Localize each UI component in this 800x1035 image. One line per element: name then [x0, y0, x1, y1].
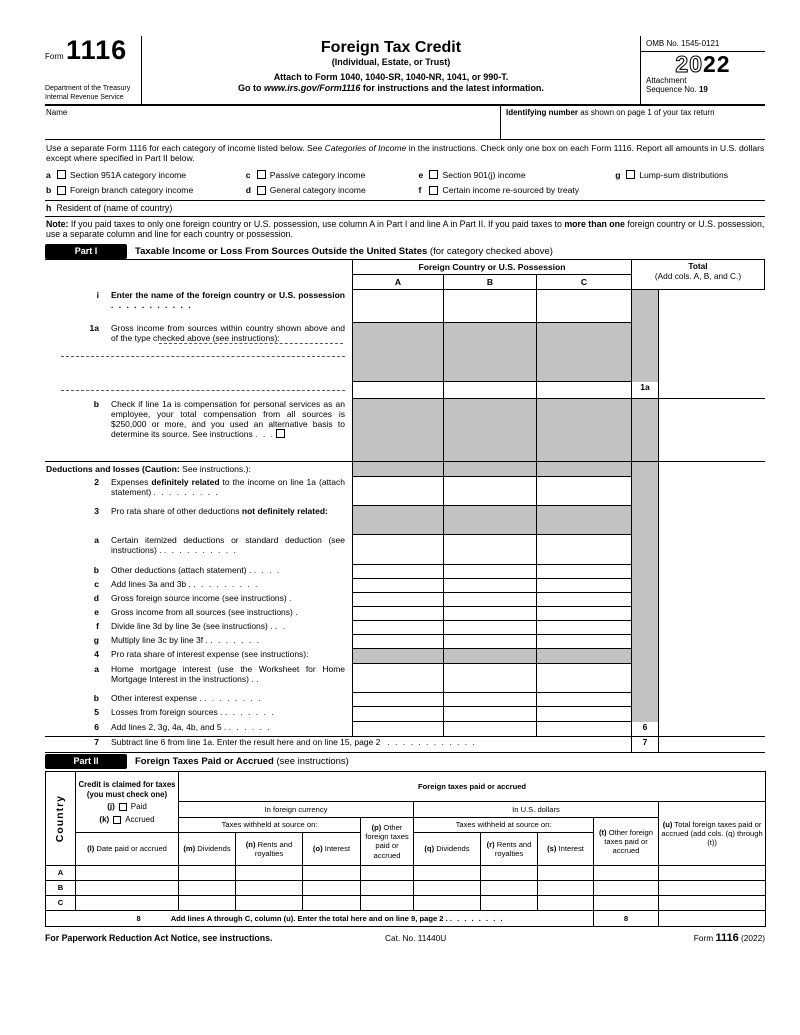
line-3f-text: Divide line 3d by line 3e (see instructions) . . . — [111, 620, 286, 631]
form-1116-page — [45, 36, 765, 945]
line-3c-row: c Add lines 3a and 3b . . . . . . . . . . — [45, 579, 765, 593]
row-b-o[interactable] — [303, 880, 361, 895]
shaded-cell — [631, 649, 658, 664]
shaded-cell — [631, 477, 658, 506]
total-open-cell — [658, 323, 765, 382]
page-footer — [45, 927, 765, 945]
line-1a-entry-c[interactable] — [536, 382, 631, 399]
note-paragraph: Note: If you paid taxes to only one foreign country or U.S. possession, use column A in Part I and line A in Part II. If you paid taxes to more than one foreign country or U.S. possession, use a separate column and line for each country or possession. — [46, 218, 765, 240]
line-1b-row: b Check if line 1a is compensation for personal services as an employee, your total compensation from all sources is $250,000 or more, and you used an alternative basis to determine its source. See instructions . . . — [45, 399, 765, 461]
line-3g-entry-b[interactable] — [443, 635, 536, 649]
row-a-s[interactable] — [538, 865, 594, 880]
line-3d-row: d Gross foreign source income (see instructions) . — [45, 593, 765, 607]
line-1a-entry-a[interactable] — [352, 382, 443, 399]
category-c: c Passive category income — [245, 169, 366, 180]
total-open-cell — [658, 477, 765, 506]
credit-claimed-header: Credit is claimed for taxes (you must check one) (j) Paid (k) Accrued — [76, 771, 179, 832]
shaded-cell — [631, 323, 658, 382]
shaded-cell — [536, 399, 631, 461]
country-row-a — [46, 865, 766, 880]
row-c-date[interactable] — [76, 895, 179, 910]
foreign-country-group-header: Foreign Country or U.S. Possession — [352, 260, 631, 275]
line-8-row — [46, 910, 766, 926]
category-a-checkbox[interactable] — [57, 170, 66, 179]
line-2-entry-a[interactable] — [352, 477, 443, 506]
write-in-line[interactable] — [159, 343, 343, 344]
line-8-number: 8 — [594, 910, 659, 926]
omb-block — [640, 36, 765, 104]
category-b-checkbox[interactable] — [57, 186, 66, 195]
line-7-entry-total[interactable] — [658, 737, 765, 752]
category-e-checkbox[interactable] — [429, 170, 438, 179]
total-open-cell — [658, 707, 765, 722]
shaded-cell — [443, 399, 536, 461]
row-c-t[interactable] — [594, 895, 659, 910]
shaded-cell — [631, 506, 658, 535]
line-1a-desc-row: 1a Gross income from sources within country shown above and of the type checked above (see instructions): — [45, 323, 765, 382]
shaded-cell — [631, 579, 658, 593]
form-number: 1116 — [66, 35, 128, 65]
form-title: Foreign Tax Credit — [320, 39, 462, 56]
form-id-block — [45, 36, 142, 104]
line-3d-text: Gross foreign source income (see instructions) . — [111, 592, 292, 603]
line-4b-row: b Other interest expense . . . . . . . . . — [45, 693, 765, 707]
line-4a-row: a Home mortgage interest (use the Worksheet for Home Mortgage Interest in the instructions) . . — [45, 664, 765, 693]
column-b-header: B — [443, 275, 536, 290]
line-5-text: Losses from foreign sources . . . . . . . . — [111, 706, 274, 717]
line-3e-text: Gross income from all sources (see instructions) . — [111, 606, 298, 617]
line-3b-entry-a[interactable] — [352, 565, 443, 579]
form-word: Form — [45, 52, 64, 61]
category-e: e Section 901(j) income — [418, 169, 526, 180]
part1-table — [45, 260, 765, 753]
total-open-cell — [658, 693, 765, 707]
row-a-date[interactable] — [76, 865, 179, 880]
shaded-cell — [536, 506, 631, 535]
line-1a-text: Gross income from sources within country shown above and of the type checked above (see instructions): — [111, 322, 345, 344]
line-3b-row: b Other deductions (attach statement) . . . . . — [45, 565, 765, 579]
foreign-currency-header: In foreign currency — [179, 801, 414, 817]
attachment-sequence: Attachment Sequence No. 19 — [646, 75, 708, 94]
form-header — [45, 36, 765, 106]
line-3g-row: g Multiply line 3c by line 3f . . . . . . . . — [45, 635, 765, 649]
omb-number: OMB No. 1545-0121 — [641, 36, 765, 52]
shaded-cell — [352, 399, 443, 461]
line-3d-entry-c[interactable] — [536, 593, 631, 607]
line-1b-text: Check if line 1a is compensation for personal services as an employee, your total compensation from all sources is $250,000 or more, and you used an alternative basis to determine its source. See instructions . . . — [111, 398, 345, 440]
part1-banner — [45, 244, 765, 260]
line-3b-text: Other deductions (attach statement) . . . . . — [111, 564, 280, 575]
category-g: g Lump-sum distributions — [615, 169, 729, 180]
shaded-cell — [536, 462, 631, 477]
column-n-header: (n) Rents and royalties — [236, 832, 303, 865]
row-c-p[interactable] — [361, 895, 414, 910]
total-open-cell — [658, 462, 765, 477]
column-u-header: (u) Total foreign taxes paid or accrued (add cols. (q) through (t)) — [659, 801, 766, 865]
total-open-cell — [658, 535, 765, 565]
agency-block — [45, 85, 137, 104]
total-open-cell — [658, 621, 765, 635]
line-3d-entry-b[interactable] — [443, 593, 536, 607]
shaded-cell — [631, 399, 658, 461]
column-l-header: (l) Date paid or accrued — [76, 832, 179, 865]
shaded-cell — [631, 621, 658, 635]
row-c-u[interactable] — [659, 895, 766, 910]
row-b-t[interactable] — [594, 880, 659, 895]
line-4a-entry-a[interactable] — [352, 664, 443, 693]
shaded-cell — [352, 506, 443, 535]
row-a-o[interactable] — [303, 865, 361, 880]
line-3e-entry-c[interactable] — [536, 607, 631, 621]
part2-label: Part II — [45, 754, 127, 769]
total-open-cell — [658, 579, 765, 593]
category-d: d General category income — [245, 184, 366, 195]
column-o-header: (o) Interest — [303, 832, 361, 865]
row-a-q[interactable] — [414, 865, 481, 880]
column-s-header: (s) Interest — [538, 832, 594, 865]
name-field[interactable]: Name — [46, 108, 68, 117]
total-open-cell — [658, 290, 765, 323]
line-7-number: 7 — [631, 737, 658, 752]
total-open-cell — [658, 399, 765, 461]
line-3a-entry-c[interactable] — [536, 535, 631, 565]
column-a-header: A — [352, 275, 443, 290]
column-p-header: (p) Other foreign taxes paid or accrued — [361, 817, 414, 865]
paperwork-notice: For Paperwork Reduction Act Notice, see instructions. — [45, 932, 273, 943]
write-in-line[interactable] — [61, 346, 345, 357]
total-open-cell — [658, 506, 765, 535]
shaded-cell — [536, 649, 631, 664]
country-column-header: Country — [46, 771, 76, 865]
part1-title: Taxable Income or Loss From Sources Outside the United States (for category checked above) — [135, 245, 553, 257]
form-footer-id: Form 1116 (2022) — [693, 931, 765, 944]
tax-year: 2022 — [675, 50, 731, 77]
row-b-u[interactable] — [659, 880, 766, 895]
line-3-text: Pro rata share of other deductions not definitely related: — [111, 505, 328, 516]
total-open-cell — [658, 649, 765, 664]
line-3c-entry-c[interactable] — [536, 579, 631, 593]
irs-url: www.irs.gov/Form1116 — [264, 82, 361, 93]
line-6-entry-c[interactable] — [536, 722, 631, 736]
total-open-cell — [658, 607, 765, 621]
country-row-b — [46, 880, 766, 895]
line-3b-entry-b[interactable] — [443, 565, 536, 579]
category-d-checkbox[interactable] — [257, 186, 266, 195]
line-3c-entry-a[interactable] — [352, 579, 443, 593]
row-c-o[interactable] — [303, 895, 361, 910]
accrued-checkbox[interactable] — [113, 816, 121, 824]
category-b: b Foreign branch category income — [46, 184, 194, 195]
total-open-cell — [658, 565, 765, 579]
line-1a-number: 1a — [631, 382, 658, 399]
total-column-header: Total (Add cols. A, B, and C.) — [631, 260, 765, 290]
line-4b-text: Other interest expense . . . . . . . . . — [111, 692, 261, 703]
column-m-header: (m) Dividends — [179, 832, 236, 865]
line-5-entry-c[interactable] — [536, 707, 631, 722]
total-open-cell — [658, 664, 765, 693]
line-2-entry-c[interactable] — [536, 477, 631, 506]
name-id-row — [45, 106, 765, 140]
line-3g-entry-c[interactable] — [536, 635, 631, 649]
shaded-cell — [631, 635, 658, 649]
row-c-n[interactable] — [236, 895, 303, 910]
row-a-t[interactable] — [594, 865, 659, 880]
row-c-m[interactable] — [179, 895, 236, 910]
line-8-entry-total[interactable] — [659, 910, 766, 926]
part2-title: Foreign Taxes Paid or Accrued (see instructions) — [135, 756, 349, 768]
line-3g-entry-a[interactable] — [352, 635, 443, 649]
line-i-entry-b[interactable] — [443, 290, 536, 323]
line-3a-text: Certain itemized deductions or standard deduction (see instructions) . . . . . . . . . . . — [111, 534, 345, 556]
row-a-p[interactable] — [361, 865, 414, 880]
line-3a-entry-b[interactable] — [443, 535, 536, 565]
line-3a-entry-a[interactable] — [352, 535, 443, 565]
line-4a-entry-c[interactable] — [536, 664, 631, 693]
row-a-m[interactable] — [179, 865, 236, 880]
line-1a-entry-total[interactable] — [658, 382, 765, 399]
shaded-cell — [631, 593, 658, 607]
deductions-section-row — [45, 461, 765, 477]
us-dollars-header: In U.S. dollars — [414, 801, 659, 817]
row-c-label: C — [46, 895, 76, 910]
category-g-checkbox[interactable] — [626, 170, 635, 179]
line-i-row: i Enter the name of the foreign country or U.S. possession . . . . . . . . . . . — [45, 290, 765, 323]
line-3g-text: Multiply line 3c by line 3f . . . . . . . . — [111, 634, 259, 645]
agency-line2: Internal Revenue Service — [45, 93, 124, 101]
line-7-text: Subtract line 6 from line 1a. Enter the result here and on line 15, page 2 . . . . . . . . . . . . — [111, 736, 475, 747]
paid-checkbox[interactable] — [119, 803, 127, 811]
shaded-cell — [352, 323, 443, 382]
row-a-label: A — [46, 865, 76, 880]
form-subtitle: (Individual, Estate, or Trust) — [331, 57, 451, 68]
line-6-entry-total[interactable] — [658, 722, 765, 736]
line-3-row: 3 Pro rata share of other deductions not definitely related: — [45, 506, 765, 535]
catalog-number: Cat. No. 11440U — [385, 932, 447, 943]
part2-table — [45, 771, 766, 927]
row-a-u[interactable] — [659, 865, 766, 880]
row-a-r[interactable] — [481, 865, 538, 880]
shaded-cell — [631, 693, 658, 707]
column-t-header: (t) Other foreign taxes paid or accrued — [594, 817, 659, 865]
column-r-header: (r) Rents and royalties — [481, 832, 538, 865]
total-open-cell — [658, 593, 765, 607]
line-2-text: Expenses definitely related to the income on line 1a (attach statement) . . . . . . . . . — [111, 476, 345, 498]
line-3f-row: f Divide line 3d by line 3e (see instructions) . . . — [45, 621, 765, 635]
line-6-entry-a[interactable] — [352, 722, 443, 736]
line-3e-row: e Gross income from all sources (see instructions) . — [45, 607, 765, 621]
category-f-checkbox[interactable] — [429, 186, 438, 195]
line-5-entry-a[interactable] — [352, 707, 443, 722]
country-row-c — [46, 895, 766, 910]
line-3b-entry-c[interactable] — [536, 565, 631, 579]
line-i-entry-c[interactable] — [536, 290, 631, 323]
line-4a-text: Home mortgage interest (use the Worksheet for Home Mortgage Interest in the instructions) . . — [111, 663, 345, 685]
line-3f-entry-a[interactable] — [352, 621, 443, 635]
line-3f-entry-b[interactable] — [443, 621, 536, 635]
line-3e-entry-b[interactable] — [443, 607, 536, 621]
shaded-cell — [631, 535, 658, 565]
line-3c-entry-b[interactable] — [443, 579, 536, 593]
column-q-header: (q) Dividends — [414, 832, 481, 865]
deductions-section-label: Deductions and losses (Caution: See instructions.): — [46, 463, 251, 474]
part1-header — [45, 260, 765, 290]
line-i-text: Enter the name of the foreign country or U.S. possession . . . . . . . . . . . — [111, 289, 345, 311]
withheld-foreign-header: Taxes withheld at source on: — [179, 817, 361, 832]
line-6-number: 6 — [631, 722, 658, 736]
shaded-cell — [631, 607, 658, 621]
shaded-cell — [352, 649, 443, 664]
line-4b-entry-a[interactable] — [352, 693, 443, 707]
agency-line1: Department of the Treasury — [45, 85, 131, 93]
intro-paragraph: Use a separate Form 1116 for each category of income listed below. See Categories of Income in the instructions. Check only one box on each Form 1116. Report all amounts in U.S. dollars except where specified in Part II below. — [46, 143, 765, 164]
line-1a-entry-b[interactable] — [443, 382, 536, 399]
row-b-p[interactable] — [361, 880, 414, 895]
shaded-cell — [631, 664, 658, 693]
line-3c-text: Add lines 3a and 3b . . . . . . . . . . — [111, 578, 258, 589]
row-c-r[interactable] — [481, 895, 538, 910]
line-2-row: 2 Expenses definitely related to the income on line 1a (attach statement) . . . . . . . . . — [45, 477, 765, 506]
line-1a-entry-row — [45, 382, 765, 399]
row-c-q[interactable] — [414, 895, 481, 910]
line-2-entry-b[interactable] — [443, 477, 536, 506]
total-open-cell — [658, 635, 765, 649]
attach-instruction: Attach to Form 1040, 1040-SR, 1040-NR, 1041, or 990-T. — [273, 71, 509, 82]
row-b-s[interactable] — [538, 880, 594, 895]
line-3a-row: a Certain itemized deductions or standard deduction (see instructions) . . . . . . . . . . . — [45, 535, 765, 565]
category-f: f Certain income re-sourced by treaty — [418, 184, 580, 195]
line-1b-checkbox[interactable] — [276, 429, 285, 438]
category-a: a Section 951A category income — [46, 169, 187, 180]
line-i-entry-a[interactable] — [352, 290, 443, 323]
shaded-cell — [631, 707, 658, 722]
line-6-text: Add lines 2, 3g, 4a, 4b, and 5 . . . . . . . — [111, 721, 270, 732]
line-3e-entry-a[interactable] — [352, 607, 443, 621]
shaded-cell — [443, 506, 536, 535]
withheld-us-header: Taxes withheld at source on: — [414, 817, 594, 832]
write-in-line[interactable] — [61, 382, 345, 391]
line-4b-entry-b[interactable] — [443, 693, 536, 707]
shaded-cell — [631, 290, 658, 323]
shaded-cell — [536, 323, 631, 382]
shaded-cell — [631, 565, 658, 579]
line-3d-entry-a[interactable] — [352, 593, 443, 607]
line-7-row: 7 Subtract line 6 from line 1a. Enter the result here and on line 15, page 2 . . . . . . . . . . . . 7 — [45, 737, 765, 753]
shaded-cell — [443, 323, 536, 382]
row-b-label: B — [46, 880, 76, 895]
goto-instruction: Go to www.irs.gov/Form1116 for instructions and the latest information. — [238, 82, 544, 93]
line-8-text: 8 Add lines A through C, column (u). Enter the total here and on line 9, page 2 . . . . . . . . . — [46, 910, 594, 926]
shaded-cell — [631, 462, 658, 477]
category-c-checkbox[interactable] — [257, 170, 266, 179]
shaded-cell — [443, 462, 536, 477]
form-title-block — [142, 36, 640, 104]
line-4-text: Pro rata share of interest expense (see instructions): — [111, 648, 309, 659]
row-b-r[interactable] — [481, 880, 538, 895]
foreign-taxes-header: Foreign taxes paid or accrued — [179, 771, 766, 801]
row-b-q[interactable] — [414, 880, 481, 895]
line-4a-entry-b[interactable] — [443, 664, 536, 693]
identifying-number-field[interactable]: Identifying number as shown on page 1 of your tax return — [500, 106, 765, 139]
line-6-entry-b[interactable] — [443, 722, 536, 736]
category-checkboxes — [45, 166, 765, 198]
resident-country-field[interactable]: h Resident of (name of country) — [45, 200, 765, 217]
line-6-row: 6 Add lines 2, 3g, 4a, 4b, and 5 . . . . . . . 6 — [45, 722, 765, 737]
row-b-date[interactable] — [76, 880, 179, 895]
line-5-row: 5 Losses from foreign sources . . . . . . . . — [45, 707, 765, 722]
row-a-n[interactable] — [236, 865, 303, 880]
column-c-header: C — [536, 275, 631, 290]
line-3f-entry-c[interactable] — [536, 621, 631, 635]
row-b-n[interactable] — [236, 880, 303, 895]
part1-label: Part I — [45, 244, 127, 259]
shaded-cell — [443, 649, 536, 664]
part2-banner — [45, 754, 765, 770]
line-4b-entry-c[interactable] — [536, 693, 631, 707]
row-c-s[interactable] — [538, 895, 594, 910]
shaded-cell — [352, 462, 443, 477]
line-5-entry-b[interactable] — [443, 707, 536, 722]
row-b-m[interactable] — [179, 880, 236, 895]
line-4-row: 4 Pro rata share of interest expense (see instructions): — [45, 649, 765, 664]
